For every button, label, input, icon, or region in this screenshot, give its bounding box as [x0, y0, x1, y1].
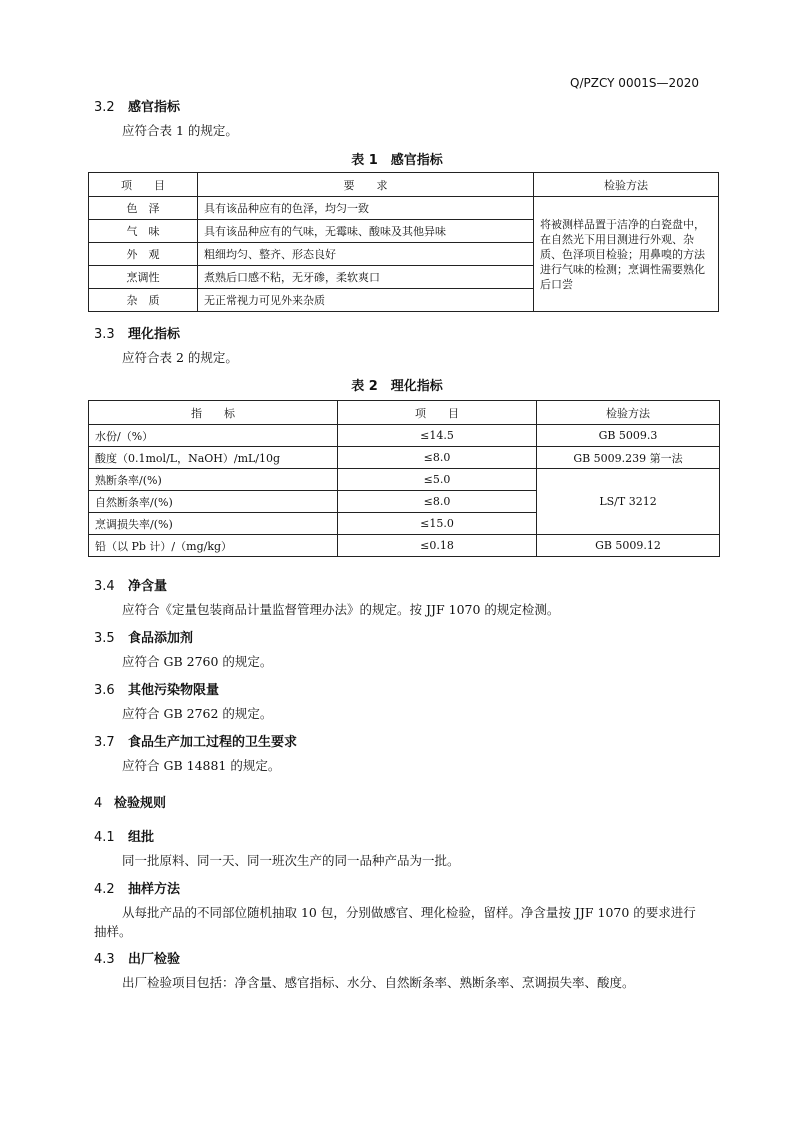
table-row	[89, 535, 720, 557]
indicator-cell: 酸度（0.1mol/L，NaOH）/mL/10g	[89, 447, 338, 469]
section-4-1-heading	[94, 826, 154, 845]
section-title: 出厂检验	[128, 952, 181, 967]
table-row	[89, 447, 720, 469]
requirement-cell: 煮熟后口感不粘，无牙碜，柔软爽口	[198, 266, 534, 289]
value-cell: ≤5.0	[338, 469, 537, 491]
section-title: 感官指标	[128, 100, 181, 115]
method-cell: 将被测样品置于洁净的白瓷盘中，在自然光下用目测进行外观、杂质、色泽项目检验；用鼻嗅的方法进行气味的检测；烹调性需要熟化后口尝	[534, 197, 719, 312]
section-3-2-heading	[94, 96, 180, 115]
item-cell: 杂 质	[89, 289, 198, 312]
table-row	[89, 469, 720, 491]
section-title: 食品添加剂	[128, 631, 194, 646]
section-title: 抽样方法	[128, 882, 181, 897]
section-4-2-text: 从每批产品的不同部位随机抽取 10 包，分别做感官、理化检验，留样。净含量按 JJF 1070 的要求进行抽样。	[94, 905, 696, 939]
column-header: 项 目	[338, 401, 537, 425]
section-title: 净含量	[128, 579, 168, 594]
document-code: Q/PZCY 0001S—2020	[570, 76, 699, 90]
section-title: 其他污染物限量	[128, 683, 220, 698]
item-cell: 气 味	[89, 220, 198, 243]
section-number: 4.1	[94, 830, 115, 845]
section-number: 3.4	[94, 579, 115, 594]
value-cell: ≤14.5	[338, 425, 537, 447]
section-3-5-text: 应符合 GB 2760 的规定。	[122, 654, 273, 669]
section-4-2-heading	[94, 878, 180, 897]
indicator-cell: 铅（以 Pb 计）/（mg/kg）	[89, 535, 338, 557]
method-cell: GB 5009.12	[537, 535, 720, 557]
indicator-cell: 自然断条率/(%)	[89, 491, 338, 513]
section-number: 3.6	[94, 683, 115, 698]
indicator-cell: 烹调损失率/(%)	[89, 513, 338, 535]
sensory-table	[88, 172, 719, 312]
section-number: 3.7	[94, 735, 115, 750]
method-cell: GB 5009.3	[537, 425, 720, 447]
value-cell: ≤8.0	[338, 447, 537, 469]
item-cell: 色 泽	[89, 197, 198, 220]
section-number: 3.3	[94, 327, 115, 342]
section-number: 4	[94, 796, 103, 811]
section-title: 检验规则	[114, 796, 167, 811]
section-3-3-text: 应符合表 2 的规定。	[122, 350, 238, 365]
method-cell: GB 5009.239 第一法	[537, 447, 720, 469]
column-header: 项 目	[89, 173, 198, 197]
section-number: 3.5	[94, 631, 115, 646]
section-number: 4.3	[94, 952, 115, 967]
method-cell: LS/T 3212	[537, 469, 720, 535]
section-4-1-text: 同一批原料、同一天、同一班次生产的同一品种产品为一批。	[122, 853, 460, 868]
column-header: 指 标	[89, 401, 338, 425]
section-3-4-text: 应符合《定量包装商品计量监督管理办法》的规定。按 JJF 1070 的规定检测。	[122, 602, 560, 617]
physicochemical-table	[88, 400, 720, 557]
table-header-row	[89, 401, 720, 425]
column-header: 检验方法	[537, 401, 720, 425]
section-4-heading	[94, 792, 166, 811]
requirement-cell: 粗细均匀、整齐、形态良好	[198, 243, 534, 266]
section-title: 食品生产加工过程的卫生要求	[128, 735, 298, 750]
item-cell: 外 观	[89, 243, 198, 266]
table-header-row	[89, 173, 719, 197]
table-row	[89, 197, 719, 220]
section-4-3-heading	[94, 948, 180, 967]
section-3-5-heading	[94, 627, 193, 646]
table-1-caption: 表 1 感官指标	[351, 153, 443, 168]
indicator-cell: 水份/（%）	[89, 425, 338, 447]
requirement-cell: 具有该品种应有的色泽，均匀一致	[198, 197, 534, 220]
requirement-cell: 无正常视力可见外来杂质	[198, 289, 534, 312]
section-3-3-heading	[94, 323, 180, 342]
item-cell: 烹调性	[89, 266, 198, 289]
table-row	[89, 425, 720, 447]
section-3-7-heading	[94, 731, 297, 750]
section-4-3-text: 出厂检验项目包括：净含量、感官指标、水分、自然断条率、熟断条率、烹调损失率、酸度。	[122, 975, 635, 990]
column-header: 要 求	[198, 173, 534, 197]
column-header: 检验方法	[534, 173, 719, 197]
section-title: 理化指标	[128, 327, 181, 342]
section-number: 4.2	[94, 882, 115, 897]
section-3-4-heading	[94, 575, 167, 594]
value-cell: ≤8.0	[338, 491, 537, 513]
value-cell: ≤15.0	[338, 513, 537, 535]
section-number: 3.2	[94, 100, 115, 115]
indicator-cell: 熟断条率/(%)	[89, 469, 338, 491]
section-3-7-text: 应符合 GB 14881 的规定。	[122, 758, 281, 773]
section-3-2-text: 应符合表 1 的规定。	[122, 123, 238, 138]
value-cell: ≤0.18	[338, 535, 537, 557]
section-3-6-text: 应符合 GB 2762 的规定。	[122, 706, 273, 721]
section-title: 组批	[128, 830, 155, 845]
table-2-caption: 表 2 理化指标	[351, 379, 443, 394]
requirement-cell: 具有该品种应有的气味，无霉味、酸味及其他异味	[198, 220, 534, 243]
section-3-6-heading	[94, 679, 219, 698]
